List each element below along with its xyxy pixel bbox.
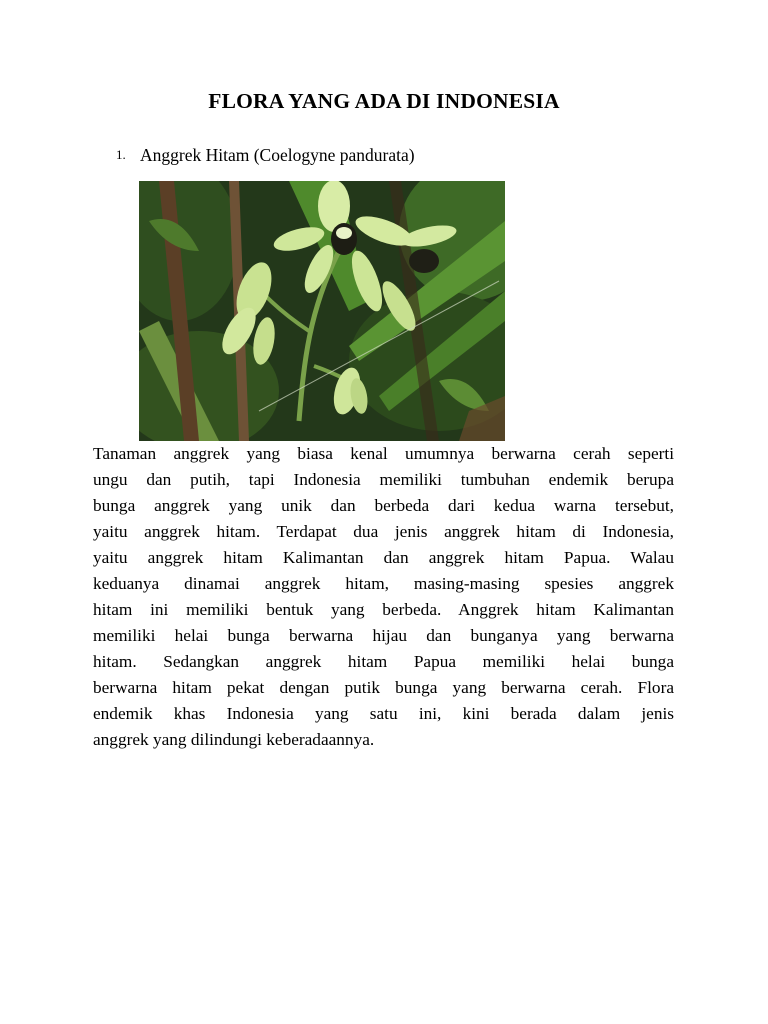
paragraph-line: ungu dan putih, tapi Indonesia memiliki tumbuhan endemik berupa	[93, 470, 674, 489]
paragraph-line: endemik khas Indonesia yang satu ini, kini berada dalam jenis	[93, 704, 674, 723]
document-title: FLORA YANG ADA DI INDONESIA	[208, 89, 560, 113]
paragraph-line: memiliki helai bunga berwarna hijau dan bunganya yang berwarna	[93, 626, 674, 645]
paragraph-line: hitam ini memiliki bentuk yang berbeda. Anggrek hitam Kalimantan	[93, 600, 674, 619]
black-orchid-photo	[139, 181, 505, 441]
paragraph-line: yaitu anggrek hitam. Terdapat dua jenis anggrek hitam di Indonesia,	[93, 522, 674, 541]
paragraph-line: anggrek yang dilindungi keberadaannya.	[93, 730, 375, 749]
list-number: 1.	[116, 147, 126, 162]
list-item	[116, 145, 415, 166]
body-paragraph	[93, 441, 674, 753]
paragraph-line: Tanaman anggrek yang biasa kenal umumnya berwarna cerah seperti	[93, 444, 674, 463]
paragraph-line: berwarna hitam pekat dengan putik bunga yang berwarna cerah. Flora	[93, 678, 674, 697]
paragraph-line: keduanya dinamai anggrek hitam, masing-masing spesies anggrek	[93, 574, 674, 593]
paragraph-line: bunga anggrek yang unik dan berbeda dari kedua warna tersebut,	[93, 496, 674, 515]
paragraph-line: hitam. Sedangkan anggrek hitam Papua memiliki helai bunga	[93, 652, 674, 671]
list-item-label: Anggrek Hitam (Coelogyne pandurata)	[140, 145, 415, 165]
paragraph-line: yaitu anggrek hitam Kalimantan dan anggrek hitam Papua. Walau	[93, 548, 674, 567]
